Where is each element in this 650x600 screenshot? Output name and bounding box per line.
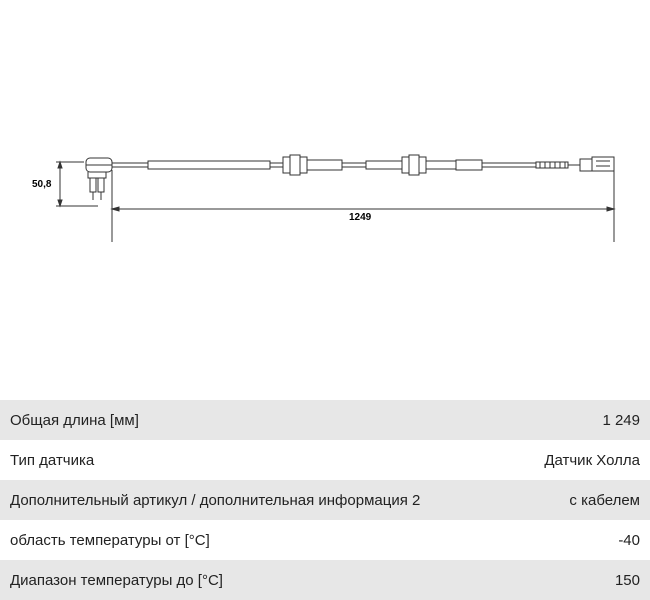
- spec-row-temperature-to: [0, 560, 650, 600]
- spec-label: Общая длина [мм]: [10, 411, 139, 429]
- length-dimension-label: 1249: [349, 212, 372, 223]
- spec-row-total-length: [0, 400, 650, 440]
- spec-value: -40: [618, 531, 640, 549]
- spec-label: Тип датчика: [10, 451, 95, 469]
- height-dimension-label: 50,8: [32, 179, 52, 190]
- spec-row-additional-article: [0, 480, 650, 520]
- cable: [112, 155, 614, 175]
- spec-value: с кабелем: [569, 491, 640, 509]
- spec-row-sensor-type: [0, 440, 650, 480]
- sensor-head: [86, 158, 112, 200]
- spec-value: Датчик Холла: [544, 451, 640, 469]
- spec-row-temperature-from: [0, 520, 650, 560]
- length-dimension-lines: [112, 207, 614, 211]
- spec-label: Диапазон температуры до [°C]: [10, 571, 223, 589]
- spec-value: 150: [614, 571, 640, 589]
- specifications-table: [0, 400, 650, 600]
- spec-label: Дополнительный артикул / дополнительная информация 2: [10, 491, 421, 509]
- spec-label: область температуры от [°C]: [10, 531, 210, 549]
- spec-value: 1 249: [602, 411, 640, 429]
